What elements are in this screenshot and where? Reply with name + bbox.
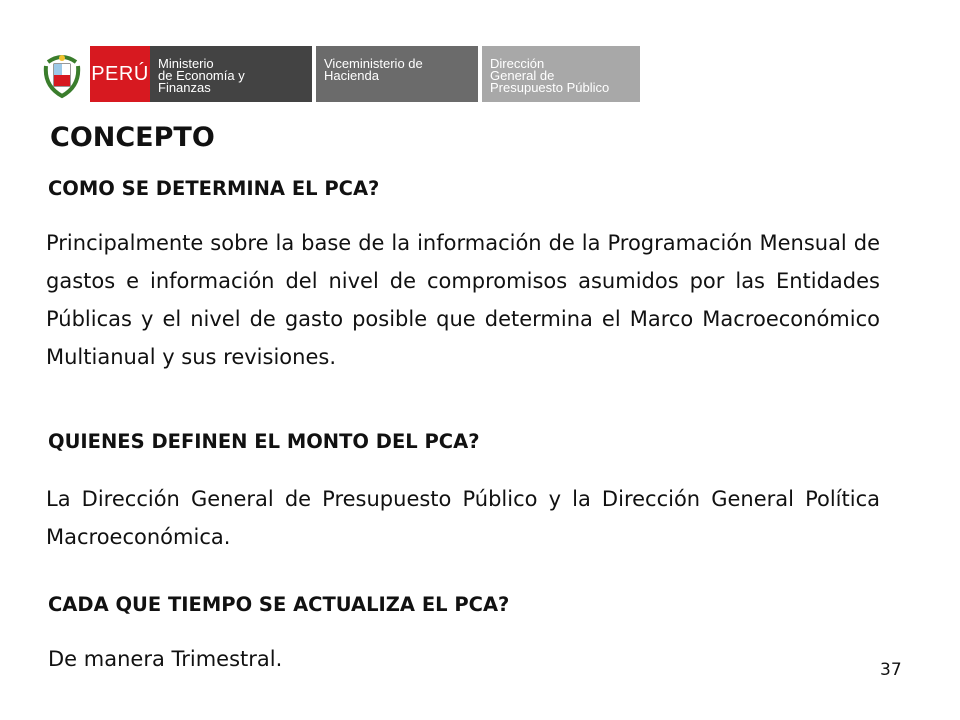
direction-line-2: General de	[490, 68, 555, 83]
question-2: QUIENES DEFINEN EL MONTO DEL PCA?	[48, 430, 480, 453]
coat-of-arms-icon	[40, 46, 84, 102]
direction-line-1: Dirección	[490, 56, 545, 71]
viceministry-line-2: Hacienda	[324, 68, 379, 83]
direction-block	[482, 46, 640, 102]
viceministry-line-1: Viceministerio de	[324, 56, 423, 71]
question-3: CADA QUE TIEMPO SE ACTUALIZA EL PCA?	[48, 593, 510, 616]
direction-line-3: Presupuesto Público	[490, 80, 610, 95]
answer-1: Principalmente sobre la base de la información de la Programación Mensual de gastos e información del nivel de compromisos asumidos por las Entidades Públicas y el nivel de gasto posible que determina el Marco Macroeconómico Multianual y sus revisiones.	[46, 231, 880, 369]
answer-3: De manera Trimestral.	[48, 647, 283, 671]
viceministry-block	[316, 46, 478, 102]
ministry-header	[40, 46, 640, 102]
ministry-line-3: Finanzas	[158, 80, 211, 95]
ministry-line-1: Ministerio	[158, 56, 214, 71]
peru-label: PERÚ	[91, 62, 149, 85]
answer-2: La Dirección General de Presupuesto Público y la Dirección General Política Macroeconómica.	[46, 487, 880, 549]
ministry-line-2: de Economía y	[158, 68, 245, 83]
ministry-block	[150, 46, 312, 102]
page-number: 37	[880, 660, 902, 680]
slide-title: CONCEPTO	[50, 122, 215, 153]
question-1: COMO SE DETERMINA EL PCA?	[48, 177, 380, 200]
peru-logo	[90, 46, 150, 102]
